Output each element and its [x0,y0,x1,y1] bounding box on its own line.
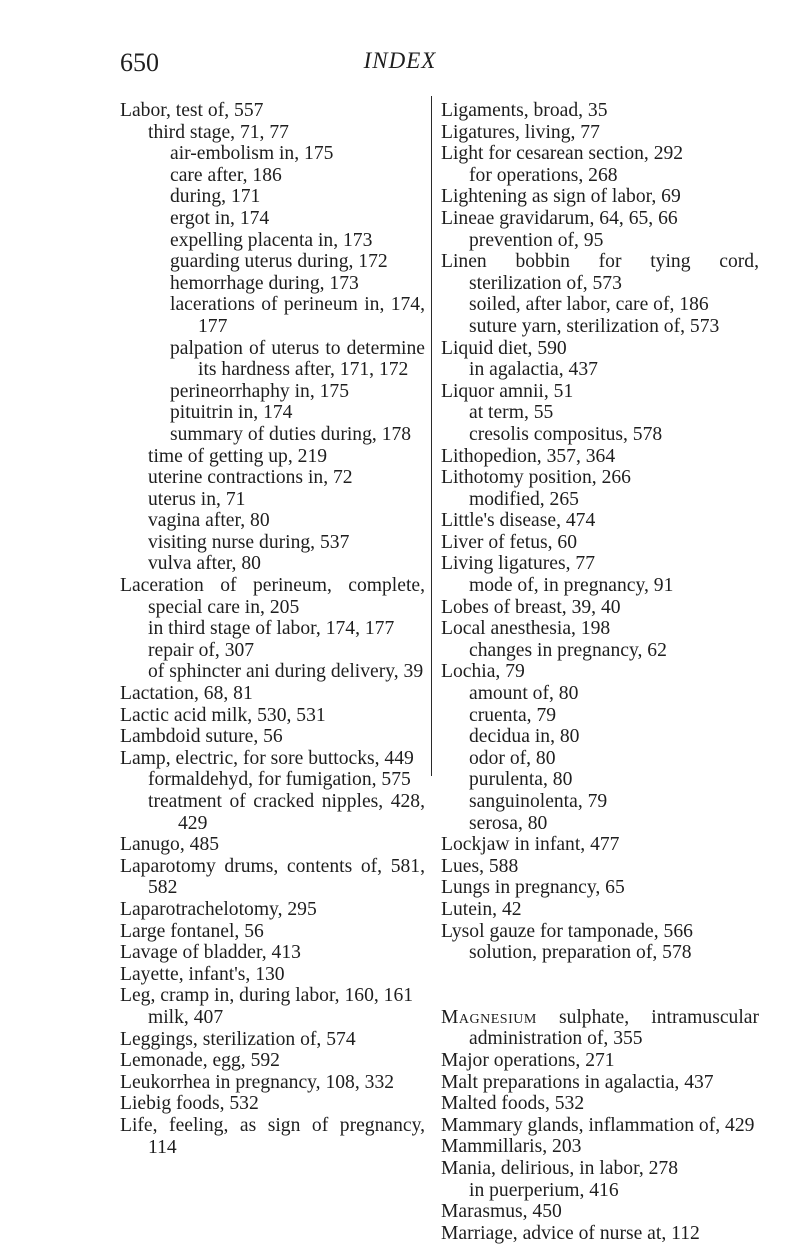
index-entry: amount of, 80 [469,683,579,705]
index-entry: air-embolism in, 175 [170,143,334,165]
index-entry: in third stage of labor, 174, 177 [148,618,395,640]
index-entry: uterus in, 71 [148,488,246,510]
index-entry: Lutein, 42 [441,898,522,920]
index-entry: ergot in, 174 [170,207,270,229]
index-entry: Major operations, 271 [441,1049,615,1071]
index-entry: perineorrhaphy in, 175 [170,380,350,402]
index-entry: Lochia, 79 [441,661,525,683]
index-entry: Malt preparations in agalactia, 437 [441,1071,714,1093]
index-entry: Lungs in pregnancy, 65 [441,877,625,899]
index-entry: cresolis compositus, 578 [469,423,663,445]
index-entry: visiting nurse during, 537 [148,531,350,553]
index-entry: Lactic acid milk, 530, 531 [120,704,326,726]
index-entry: odor of, 80 [469,747,556,769]
index-entry: Lineae gravidarum, 64, 65, 66 [441,207,678,229]
index-entry: Life, feeling, as sign of pregnancy, 114 [120,1114,425,1158]
index-entry: Mania, delirious, in labor, 278 [441,1157,679,1179]
index-entry: Marasmus, 450 [441,1201,562,1223]
index-entry: Light for cesarean section, 292 [441,143,684,165]
index-entry: Lactation, 68, 81 [120,683,253,705]
page-number: 650 [120,48,159,77]
page-header [0,48,800,88]
index-entry: Mammillaris, 203 [441,1136,582,1158]
index-entry: mode of, in pregnancy, 91 [469,575,674,597]
index-entry: Lockjaw in infant, 477 [441,834,620,856]
index-entry: Lithopedion, 357, 364 [441,445,616,467]
index-entry: uterine contractions in, 72 [148,467,353,489]
index-entry: during, 171 [170,186,261,208]
index-entry: Lamp, electric, for sore buttocks, 449 [120,747,414,769]
index-entry: Large fontanel, 56 [120,920,264,942]
index-entry: Leukorrhea in pregnancy, 108, 332 [120,1071,395,1093]
index-entry: Ligaments, broad, 35 [441,100,608,121]
index-entry: Marriage, advice of nurse at, 112 [441,1222,700,1244]
index-entry: vulva after, 80 [148,553,261,575]
index-entry: Local anesthesia, 198 [441,618,611,640]
index-entry: purulenta, 80 [469,769,573,791]
index-entry: milk, 407 [148,1006,224,1028]
index-entry: Laceration of perineum, complete, special care in, 205 [120,575,425,618]
index-entry: care after, 186 [170,164,282,186]
index-entry: repair of, 307 [148,639,255,661]
index-entry: Lambdoid suture, 56 [120,726,283,748]
index-entry: of sphincter ani during delivery, 39 [148,661,424,683]
running-head: INDEX [363,48,437,73]
index-entry: Lobes of breast, 39, 40 [441,596,621,618]
index-entry: Ligatures, living, 77 [441,121,600,143]
index-entry: formaldehyd, for fumigation, 575 [148,769,411,791]
index-entry: for operations, 268 [469,164,618,186]
index-entry: soiled, after labor, care of, 186 [469,294,709,316]
index-entry: third stage, 71, 77 [148,121,289,143]
index-entry: guarding uterus during, 172 [170,251,388,273]
index-entry: Living ligatures, 77 [441,553,596,575]
index-entry: in agalactia, 437 [469,359,598,381]
section-gap [441,964,759,1007]
index-entry: prevention of, 95 [469,229,604,251]
index-entry: lacerations of perineum in, 174, 177 [170,294,425,337]
index-column-left [120,100,425,1158]
index-entry: Malted foods, 532 [441,1093,585,1115]
index-entry: Lanugo, 485 [120,834,220,856]
index-entry: in puerperium, 416 [469,1179,619,1201]
index-entry: Mammary glands, inflammation of, 429 [441,1114,755,1136]
index-entry: Leggings, sterilization of, 574 [120,1028,356,1050]
index-entry: Lavage of bladder, 413 [120,942,301,964]
index-entry: Labor, test of, 557 [120,100,264,121]
index-entry: cruenta, 79 [469,704,557,726]
index-entry: Little's disease, 474 [441,510,596,532]
index-entry: Laparotomy drums, contents of, 581, 582 [120,855,425,899]
index-entry: Lues, 588 [441,855,519,877]
index-entry: Lithotomy position, 266 [441,467,631,489]
index-column-right [441,100,759,1244]
index-entry: sanguinolenta, 79 [469,791,608,812]
index-entry: modified, 265 [469,488,579,510]
index-entry: decidua in, 80 [469,726,580,748]
index-entry: pituitrin in, 174 [170,402,293,424]
index-entry: Liver of fetus, 60 [441,531,578,553]
index-entry-magnesium [441,1007,759,1050]
index-entry: serosa, 80 [469,812,548,834]
index-entry: Leg, cramp in, during labor, 160, 161 [120,985,414,1007]
index-entry: Lightening as sign of labor, 69 [441,186,681,208]
index-entry: Liebig foods, 532 [120,1093,259,1115]
index-entry: vagina after, 80 [148,510,270,532]
index-entry: at term, 55 [469,402,554,424]
index-entry: treatment of cracked nipples, 428, 429 [148,791,425,834]
index-entry: Lemonade, egg, 592 [120,1050,280,1072]
index-entry: changes in pregnancy, 62 [469,639,667,661]
index-entry: expelling placenta in, 173 [170,229,373,251]
index-entry: solution, preparation of, 578 [469,942,692,964]
index-entry-rest: sulphate, intramuscular administration of, 355 [469,1006,759,1050]
index-entry: Lysol gauze for tamponade, 566 [441,920,693,942]
index-entry: palpation of uterus to determine its hardness after, 171, 172 [170,337,425,381]
index-entry: Liquid diet, 590 [441,337,567,359]
index-entry: Laparotrachelotomy, 295 [120,898,317,920]
index-entry: hemorrhage during, 173 [170,272,359,294]
index-entry: summary of duties during, 178 [170,423,412,445]
index-entry: time of getting up, 219 [148,445,328,467]
index-entry: Layette, infant's, 130 [120,963,285,985]
column-divider [431,96,432,776]
index-entry: Linen bobbin for tying cord, sterilization of, 573 [441,251,759,294]
index-entry: suture yarn, sterilization of, 573 [469,315,720,337]
index-entry-head: Magnesium [441,1006,537,1028]
index-entry: Liquor amnii, 51 [441,380,574,402]
